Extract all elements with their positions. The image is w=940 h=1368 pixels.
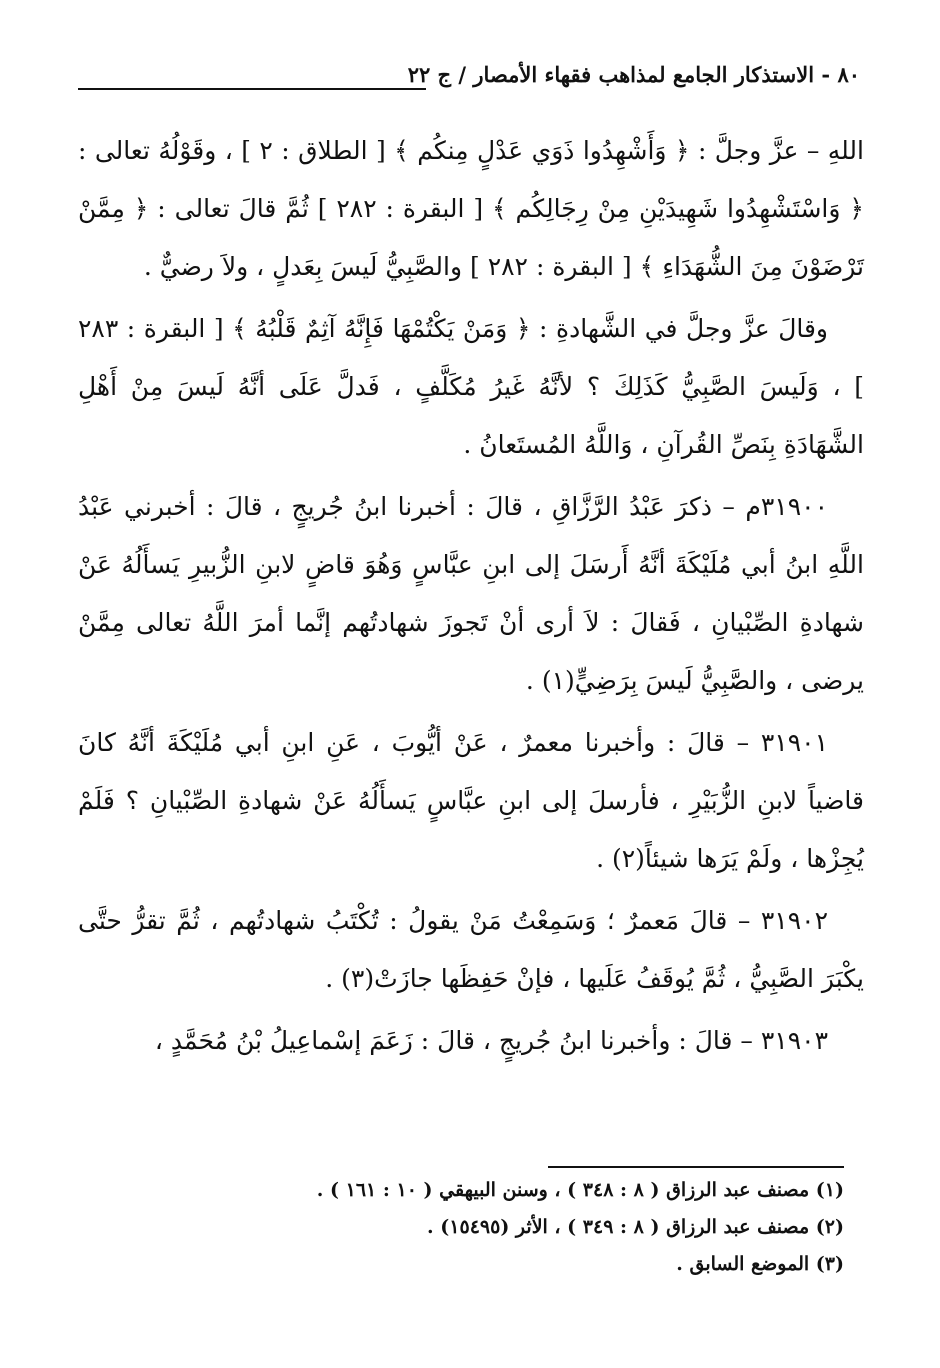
footnotes bbox=[144, 1172, 844, 1283]
page-header bbox=[78, 60, 860, 100]
footnote-rule bbox=[548, 1166, 844, 1168]
paragraph-1: اللهِ – عزَّ وجلَّ : ﴿ وَأَشْهِدُوا ذَوَي عَدْلٍ مِنكُم ﴾ [ الطلاق : ٢ ] ، وقَوْلُهُ تعالى : ﴿ وَاسْتَشْهِدُوا شَهِيدَيْنِ مِنْ رِجَالِكُم ﴾ [ البقرة : ٢٨٢ ] ثُمَّ قالَ تعالى : ﴿ مِمَّنْ تَرْضَوْنَ مِنَ الشُّهَدَاءِ ﴾ [ البقرة : ٢٨٢ ] والصَّبِيُّ لَيسَ بِعَدلٍ ، ولاَ رضيٌّ . bbox=[78, 136, 864, 281]
footnote-1: (١) مصنف عبد الرزاق ( ٨ : ٣٤٨ ) ، وسنن البيهقي ( ١٠ : ١٦١ ) . bbox=[316, 1179, 844, 1201]
footnote-3: (٣) الموضع السابق . bbox=[676, 1253, 844, 1275]
footnote-2: (٢) مصنف عبد الرزاق ( ٨ : ٣٤٩ ) ، الأثر (١٥٤٩٥) . bbox=[427, 1216, 844, 1238]
paragraph-3: ٣١٩٠٠م – ذكرَ عَبْدُ الرَّزَّاقِ ، قالَ : أخبرنا ابنُ جُريجٍ ، قالَ : أخبرني عَبْدُ اللَّهِ ابنُ أبي مُلَيْكَةَ أنَّهُ أَرسَلَ إلى ابنِ عبَّاسٍ وَهُوَ قاضٍ لابنِ الزُّبيرِ يَسأَلُهُ عَنْ شهادةِ الصِّبْيانِ ، فَقالَ : لاَ أرى أنْ تَجوزَ شهادتُهم إنَّما أمرَ اللَّهُ تعالى مِمَّنْ يرضى ، والصَّبِيُّ لَيسَ بِرَضِيٍّ(١) . bbox=[78, 492, 864, 695]
paragraph-6: ٣١٩٠٣ – قالَ : وأخبرنا ابنُ جُريجٍ ، قالَ : زَعَمَ إسْماعِيلُ بْنُ مُحَمَّدٍ ، bbox=[154, 1026, 828, 1055]
header-rule bbox=[78, 88, 426, 90]
paragraph-2: وقالَ عزَّ وجلَّ في الشَّهادةِ : ﴿ وَمَنْ يَكْتُمْهَا فَإِنَّهُ آثِمٌ قَلْبُهُ ﴾ [ البقرة : ٢٨٣ ] ، وَلَيسَ الصَّبِيُّ كَذَلِكَ ؟ لأنَّهُ غَيرُ مُكَلَّفٍ ، فَدلَّ عَلَى أنَّهُ لَيسَ مِنْ أَهْلِ الشَّهَادَةِ بِنَصِّ القُرآنِ ، وَاللَّهُ المُستَعانُ . bbox=[78, 314, 864, 459]
running-title: ٨٠ - الاستذكار الجامع لمذاهب فقهاء الأمصار / ج ٢٢ bbox=[407, 62, 860, 87]
paragraph-5: ٣١٩٠٢ – قالَ مَعمرٌ ؛ وَسَمِعْتُ مَنْ يقولُ : تُكْتَبُ شهادتُهم ، ثُمَّ تقرُّ حتَّى يكْبَرَ الصَّبِيُّ ، ثُمَّ يُوقَفُ عَلَيها ، فإنْ حَفِظَها جازَتْ(٣) . bbox=[78, 906, 864, 993]
paragraph-4: ٣١٩٠١ – قالَ : وأخبرنا معمرٌ ، عَنْ أيُّوبَ ، عَنِ ابنِ أبي مُلَيْكَةَ أنَّهُ كانَ قاضياً لابنِ الزُّبَيْرِ ، فأرسلَ إلى ابنِ عبَّاسٍ يَسأَلُهُ عَنْ شهادةِ الصِّبْيانِ ؟ فَلَمْ يُجِزْها ، ولَمْ يَرَها شيئاً(٢) . bbox=[78, 728, 864, 873]
main-text bbox=[78, 122, 864, 1070]
